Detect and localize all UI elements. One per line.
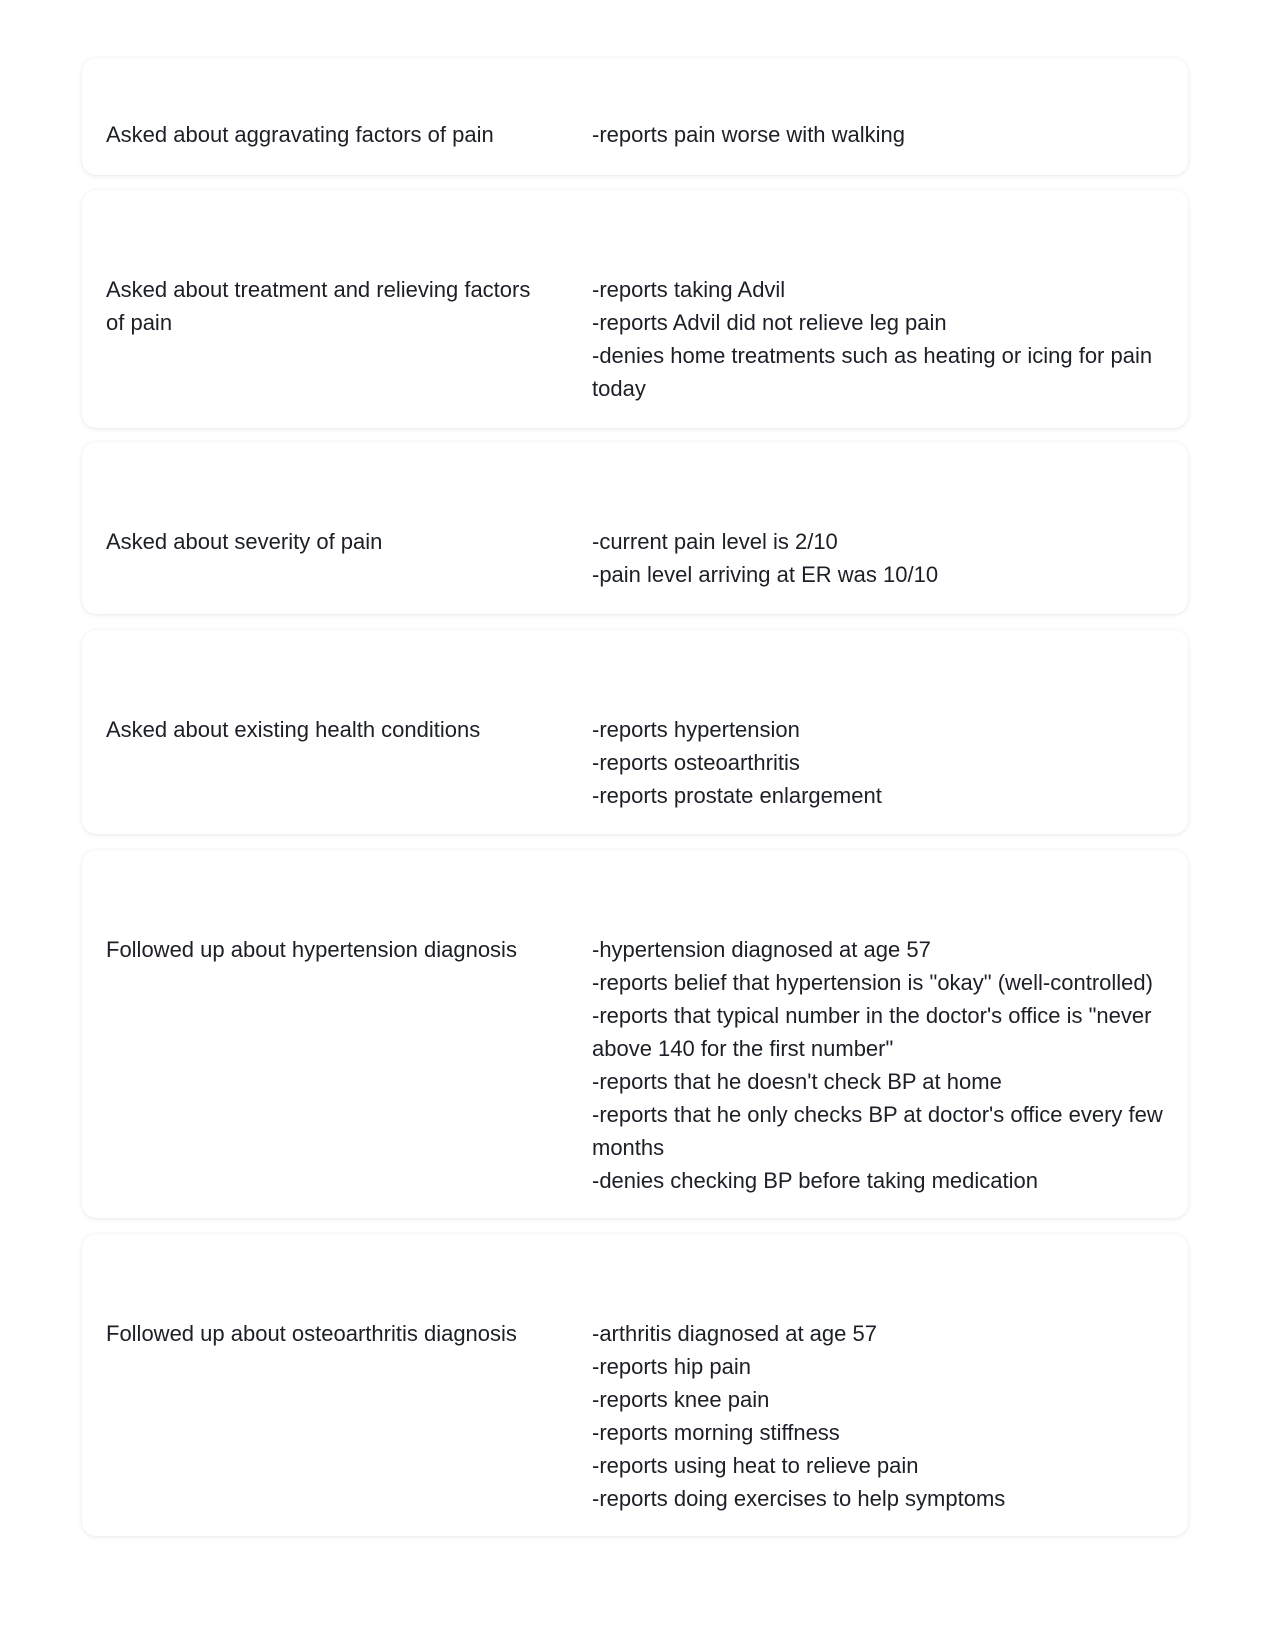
row-answers — [592, 1317, 1212, 1515]
answer-item: -reports belief that hypertension is "okay" (well-controlled) — [592, 970, 1153, 995]
checklist-row — [82, 850, 1188, 1218]
row-question: Asked about treatment and relieving factors of pain — [106, 277, 531, 335]
answer-item: -reports using heat to relieve pain — [592, 1453, 919, 1478]
row-question: Asked about aggravating factors of pain — [106, 122, 494, 147]
answer-item: -reports pain worse with walking — [592, 122, 906, 147]
answer-item: -reports that typical number in the doctor's office is "never above 140 for the first number" — [592, 1003, 1152, 1061]
row-answers — [592, 525, 1212, 591]
answer-item: -reports hip pain — [592, 1354, 751, 1379]
checklist-row — [82, 630, 1188, 834]
answer-item: -reports prostate enlargement — [592, 783, 882, 808]
answer-item: -denies home treatments such as heating or icing for pain today — [592, 343, 1153, 401]
answer-item: -hypertension diagnosed at age 57 — [592, 937, 931, 962]
answer-item: -reports taking Advil — [592, 277, 786, 302]
checklist-row — [82, 58, 1188, 175]
row-question: Asked about existing health conditions — [106, 717, 481, 742]
checklist-row — [82, 190, 1188, 428]
row-answers — [592, 273, 1212, 405]
answer-item: -arthritis diagnosed at age 57 — [592, 1321, 877, 1346]
answer-item: -reports knee pain — [592, 1387, 770, 1412]
checklist-row — [82, 1234, 1188, 1536]
row-question: Followed up about osteoarthritis diagnosis — [106, 1321, 517, 1346]
answer-item: -reports doing exercises to help symptoms — [592, 1486, 1006, 1511]
answer-item: -reports osteoarthritis — [592, 750, 800, 775]
row-answers — [592, 933, 1212, 1197]
row-question: Followed up about hypertension diagnosis — [106, 937, 517, 962]
answer-item: -reports Advil did not relieve leg pain — [592, 310, 947, 335]
row-answers — [592, 713, 1212, 812]
answer-item: -current pain level is 2/10 — [592, 529, 838, 554]
answer-item: -reports morning stiffness — [592, 1420, 840, 1445]
row-answers — [592, 118, 1212, 151]
answer-item: -pain level arriving at ER was 10/10 — [592, 562, 939, 587]
answer-item: -reports hypertension — [592, 717, 800, 742]
checklist-row — [82, 442, 1188, 614]
answer-item: -denies checking BP before taking medication — [592, 1168, 1038, 1193]
row-question: Asked about severity of pain — [106, 529, 383, 554]
answer-item: -reports that he only checks BP at doctor's office every few months — [592, 1102, 1163, 1160]
answer-item: -reports that he doesn't check BP at home — [592, 1069, 1002, 1094]
